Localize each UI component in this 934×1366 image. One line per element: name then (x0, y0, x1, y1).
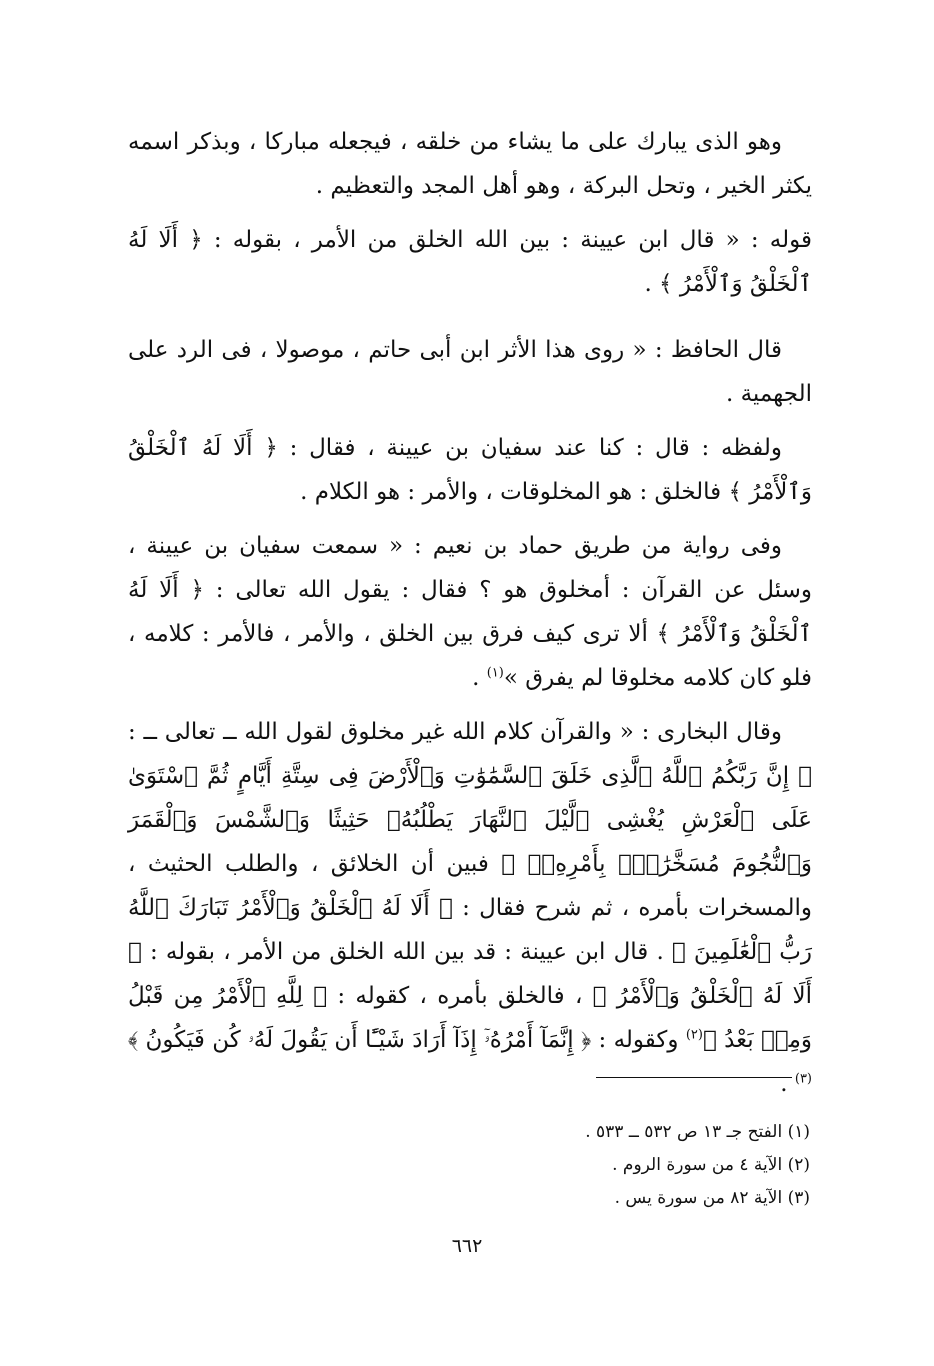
paragraph-6-text: وقال البخارى : « والقرآن كلام الله غير مخلوق لقول الله ــ تعالى ــ : ﴿ إِنَّ رَبَّكُمُ ٱللَّهُ ٱلَّذِى خَلَقَ ٱلسَّمَٰوَٰتِ وَٱلْأَرْضَ فِى سِتَّةِ أَيَّامٍ ثُمَّ ٱسْتَوَىٰ عَلَى ٱلْعَرْشِ يُغْشِى ٱلَّيْلَ ٱلنَّهَارَ يَطْلُبُهُۥ حَثِيثًا وَٱلشَّمْسَ وَٱلْقَمَرَ وَٱلنُّجُومَ مُسَخَّرَٰتٍۭ بِأَمْرِهِۦٓ ﴾ فبين أن الخلائق ، والطلب الحثيث ، والمسخرات بأمره ، ثم شرح فقال : ﴿ أَلَا لَهُ ٱلْخَلْقُ وَٱلْأَمْرُ تَبَارَكَ ٱللَّهُ رَبُّ ٱلْعَٰلَمِينَ ﴾ . قال ابن عيينة : قد بين الله الخلق من الأمر ، بقوله : ﴿ أَلَا لَهُ ٱلْخَلْقُ وَٱلْأَمْرُ ﴾ ، فالخلق بأمره ، كقوله : ﴿ لِلَّهِ ٱلْأَمْرُ مِن قَبْلُ وَمِنۢ بَعْدُ ﴾ (128, 719, 812, 1053)
footnote-ref-3: (٣) (794, 1071, 812, 1087)
main-text (128, 120, 812, 1106)
footnote-ref-2: (٢) (685, 1027, 703, 1043)
paragraph-5 (128, 524, 812, 700)
footnote-ref-1: (١) (486, 665, 504, 681)
paragraph-3-text: قال الحافظ : « روى هذا الأثر ابن أبى حاتم ، موصولا ، فى الرد على الجهمية . (128, 337, 812, 407)
paragraph-5-tail: . (472, 665, 487, 691)
page-number: ٦٦٢ (451, 1235, 483, 1257)
paragraph-1-text: وهو الذى يبارك على ما يشاء من خلقه ، فيجعله مباركا ، وبذكر اسمه يكثر الخير ، وتحل البركة ، وهو أهل المجد والتعظيم . (128, 129, 812, 199)
paragraph-2-text: قوله : « قال ابن عيينة : بين الله الخلق من الأمر ، بقوله : ﴿ أَلَا لَهُ ٱلْخَلْقُ وَٱلْأَمْرُ ﴾ . (128, 227, 812, 297)
paragraph-2 (128, 218, 812, 306)
paragraph-3 (128, 328, 812, 416)
footnote-divider (596, 1077, 792, 1078)
paragraph-1 (128, 120, 812, 208)
paragraph-6 (128, 710, 812, 1106)
footnote-1: (١) الفتح جـ ١٣ ص ٥٣٢ ــ ٥٣٣ . (585, 1122, 810, 1142)
paragraph-6-tail: . (780, 1071, 795, 1097)
paragraph-4-text: ولفظه : قال : كنا عند سفيان بن عيينة ، فقال : ﴿ أَلَا لَهُ ٱلْخَلْقُ وَٱلْأَمْرُ ﴾ فالخلق : هو المخلوقات ، والأمر : هو الكلام . (128, 435, 812, 505)
footnote-2: (٢) الآية ٤ من سورة الروم . (612, 1155, 810, 1175)
paragraph-5-text: وفى رواية من طريق حماد بن نعيم : « سمعت سفيان بن عيينة ، وسئل عن القرآن : أمخلوق هو ؟ فقال : يقول الله تعالى : ﴿ أَلَا لَهُ ٱلْخَلْقُ وَٱلْأَمْرُ ﴾ ألا ترى كيف فرق بين الخلق ، والأمر ، فالأمر : كلامه ، فلو كان كلامه مخلوقا لم يفرق » (128, 533, 813, 691)
paragraph-4 (128, 426, 812, 514)
paragraph-6-text-2: وكقوله : ﴿ إِنَّمَآ أَمْرُهُۥٓ إِذَآ أَرَادَ شَيْـًٔا أَن يَقُولَ لَهُۥ كُن فَيَكُونُ ﴾ (128, 1027, 686, 1053)
footnotes (200, 1116, 810, 1215)
footnote-3: (٣) الآية ٨٢ من سورة يس . (614, 1188, 810, 1208)
